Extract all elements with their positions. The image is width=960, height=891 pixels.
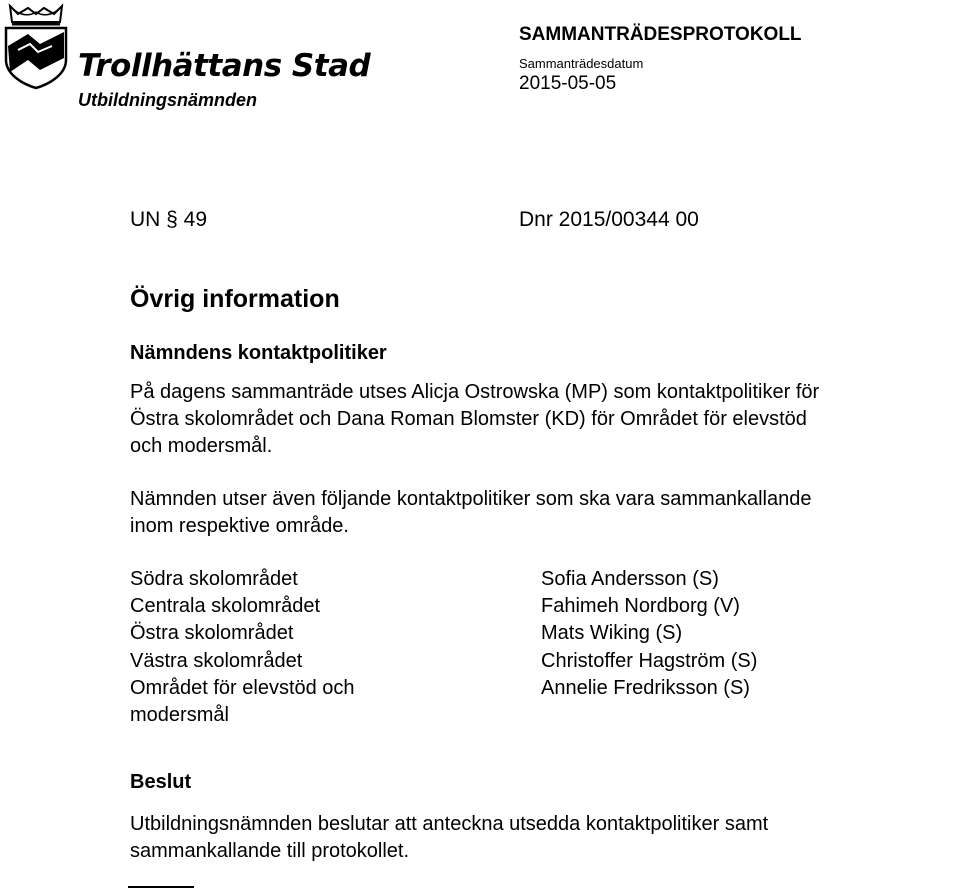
person-label: Annelie Fredriksson (S) — [541, 677, 750, 699]
paragraph-number: UN § 49 — [130, 208, 208, 231]
page-title: Övrig information — [130, 285, 340, 313]
area-label: Södra skolområdet — [130, 568, 298, 590]
person-label: Fahimeh Nordborg (V) — [541, 595, 740, 617]
area-label: modersmål — [130, 704, 229, 726]
paragraph-convenors — [130, 486, 955, 540]
person-label: Mats Wiking (S) — [541, 622, 683, 644]
text-line: sammankallande till protokollet. — [130, 840, 410, 862]
person-label: Christoffer Hagström (S) — [541, 650, 758, 672]
text-line: Östra skolområdet och Dana Roman Blomster (KD) för Området för elevstöd — [130, 408, 807, 430]
text-line: Utbildningsnämnden beslutar att anteckna utsedda kontaktpolitiker samt — [130, 813, 769, 835]
text-line: inom respektive område. — [130, 515, 349, 537]
text-line: På dagens sammanträde utses Alicja Ostrowska (MP) som kontaktpolitiker för — [130, 381, 820, 403]
text-line: Nämnden utser även följande kontaktpolitiker som ska vara sammankallande — [130, 488, 812, 510]
area-label: Centrala skolområdet — [130, 595, 321, 617]
decision-text — [130, 811, 955, 865]
area-label: Västra skolområdet — [130, 650, 303, 672]
diary-number: Dnr 2015/00344 00 — [519, 208, 699, 231]
signature-rule — [128, 886, 194, 888]
paragraph-appointment — [130, 379, 955, 460]
text-line: och modersmål. — [130, 435, 273, 457]
committee-name: Utbildningsnämnden — [78, 90, 257, 110]
organization-name: Trollhättans Stad — [78, 48, 371, 84]
person-label: Sofia Andersson (S) — [541, 568, 719, 590]
meeting-date-label: Sammanträdesdatum — [519, 56, 644, 71]
section-heading: Nämndens kontaktpolitiker — [130, 342, 387, 364]
decision-heading: Beslut — [130, 771, 192, 793]
area-label: Området för elevstöd och — [130, 677, 355, 699]
meeting-date: 2015-05-05 — [519, 73, 617, 94]
coat-of-arms-logo — [0, 0, 72, 90]
coat-of-arms-icon — [0, 0, 72, 90]
area-label: Östra skolområdet — [130, 622, 294, 644]
document-type: SAMMANTRÄDESPROTOKOLL — [519, 24, 802, 45]
